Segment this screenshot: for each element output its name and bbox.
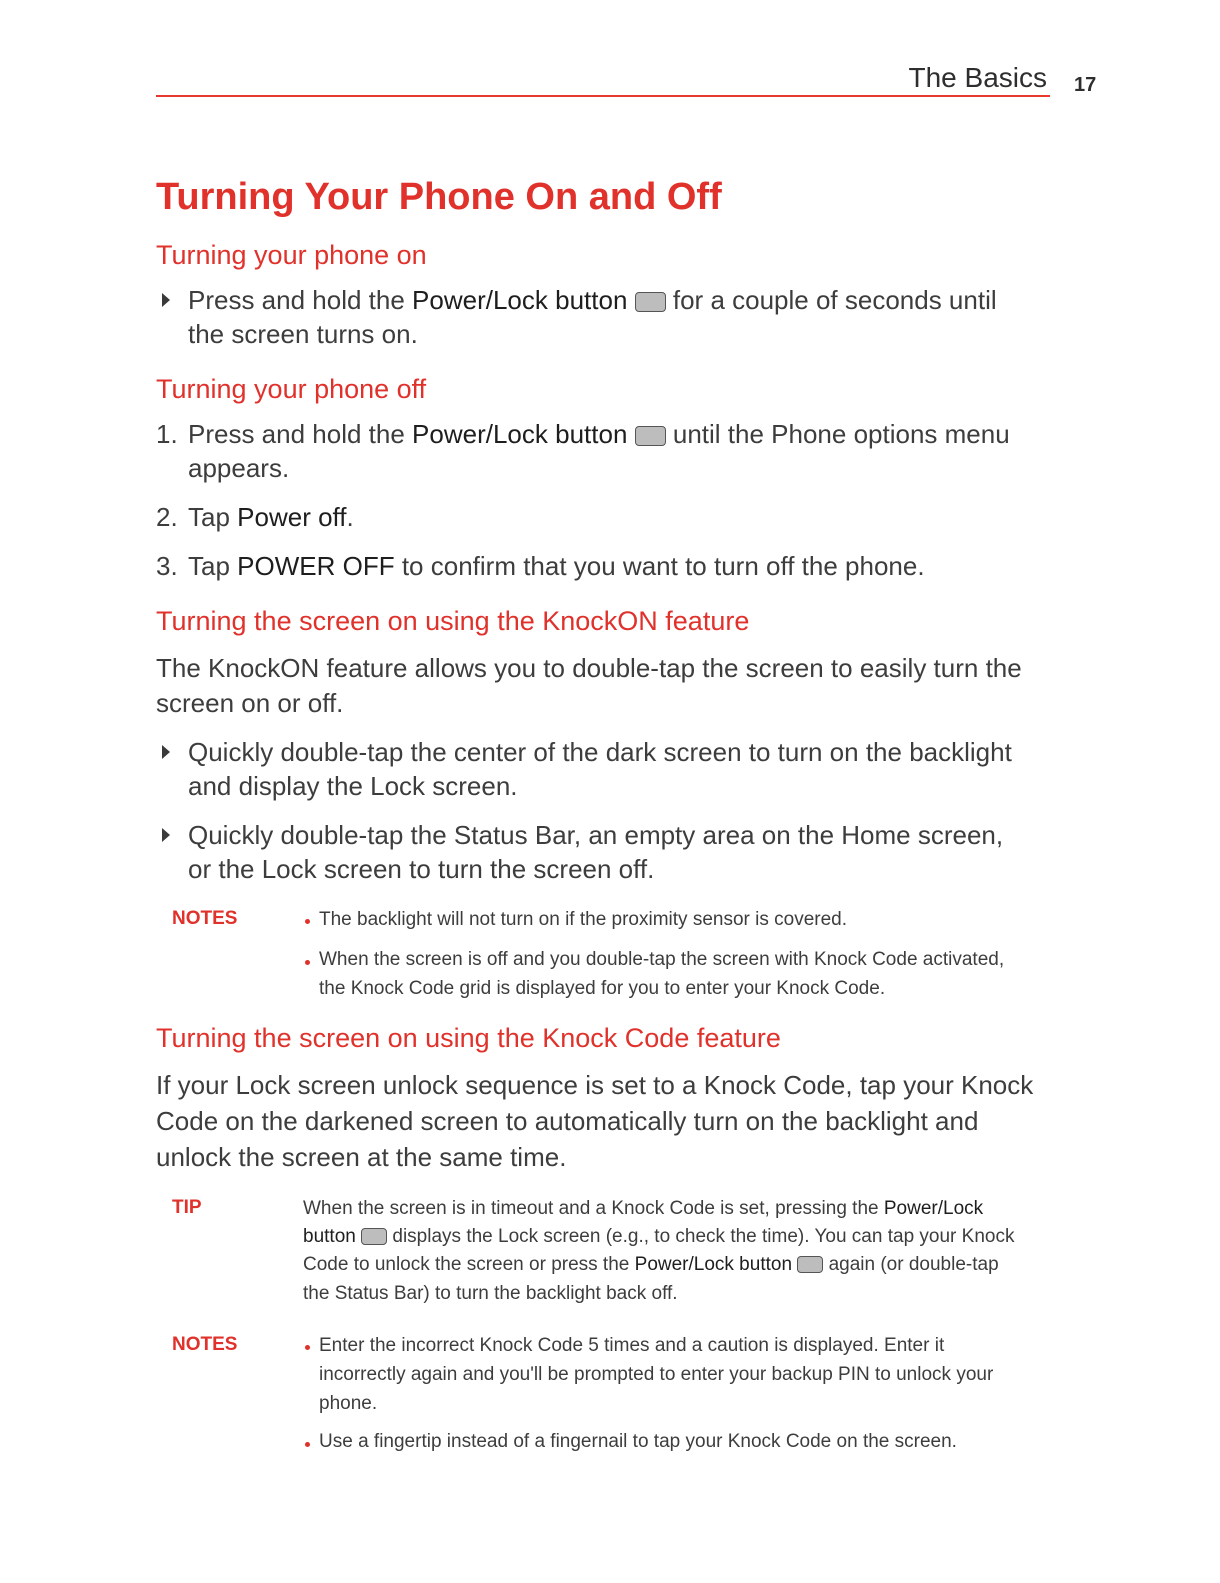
heading-phone-off: Turning your phone off [156, 374, 427, 404]
tip-text-line2: button displays the Lock screen (e.g., to check the time). You can tap your Knock [303, 1226, 1015, 1247]
note-text-line2: incorrectly again and you'll be prompted to enter your backup PIN to unlock your [319, 1364, 994, 1385]
note-text: When the screen is off and you double-tap the screen with Knock Code activated, [319, 949, 1005, 970]
knockon-bullet-2: Quickly double-tap the Status Bar, an empty area on the Home screen, [188, 820, 1004, 850]
page-title: Turning Your Phone On and Off [156, 176, 722, 218]
tip-label: TIP [172, 1197, 202, 1218]
knockcode-intro-line1: If your Lock screen unlock sequence is set to a Knock Code, tap your Knock [156, 1070, 1034, 1100]
knockcode-intro-line2: Code on the darkened screen to automatically turn on the backlight and [156, 1106, 979, 1136]
bullet-arrow-icon [162, 293, 170, 307]
tip-text-line4: the Status Bar) to turn the backlight back off. [303, 1283, 678, 1304]
power-off-confirm-label: POWER OFF [237, 551, 395, 581]
note-text: The backlight will not turn on if the proximity sensor is covered. [319, 909, 848, 930]
power-lock-button-icon [361, 1228, 387, 1245]
step-number: 2. [156, 502, 178, 532]
step-2-text: Tap Power off. [188, 502, 354, 532]
phone-on-text: Press and hold the Power/Lock button for a couple of seconds until [188, 285, 997, 315]
knockon-bullet-1: Quickly double-tap the center of the dark screen to turn on the backlight [188, 737, 1012, 767]
header-rule [156, 95, 1050, 97]
note-bullet [305, 919, 310, 924]
tip-text-line3: Code to unlock the screen or press the Power/Lock button again (or double-tap [303, 1254, 999, 1275]
heading-knockon: Turning the screen on using the KnockON feature [156, 606, 750, 636]
heading-phone-on: Turning your phone on [156, 240, 427, 270]
knockcode-intro-line3: unlock the screen at the same time. [156, 1142, 567, 1172]
knockon-bullet-1-line2: and display the Lock screen. [188, 771, 518, 801]
step-number: 1. [156, 419, 178, 449]
note-bullet [305, 960, 310, 965]
section-label: The Basics [908, 62, 1047, 93]
note-bullet [305, 1345, 310, 1350]
power-off-label: Power off [237, 502, 347, 532]
note-text: Enter the incorrect Knock Code 5 times and a caution is displayed. Enter it [319, 1335, 945, 1356]
notes-label: NOTES [172, 908, 238, 929]
note-text-line2: the Knock Code grid is displayed for you to enter your Knock Code. [319, 978, 886, 999]
step-number: 3. [156, 551, 178, 581]
tip-text-line1: When the screen is in timeout and a Knock Code is set, pressing the Power/Lock [303, 1198, 984, 1219]
notes-label: NOTES [172, 1334, 238, 1355]
power-lock-button-icon [797, 1256, 823, 1273]
bullet-arrow-icon [162, 745, 170, 759]
power-lock-button-label: Power/Lock button [412, 419, 628, 449]
note-text: Use a fingertip instead of a fingernail to tap your Knock Code on the screen. [319, 1431, 957, 1452]
page-number: 17 [1074, 74, 1097, 96]
power-lock-button-icon [635, 292, 666, 312]
power-lock-button-icon [635, 426, 666, 446]
note-bullet [305, 1442, 310, 1447]
step-1-text-line2: appears. [188, 453, 290, 483]
power-lock-button-label: Power/Lock button [412, 285, 628, 315]
knockon-bullet-2-line2: or the Lock screen to turn the screen off. [188, 854, 655, 884]
step-3-text: Tap POWER OFF to confirm that you want to turn off the phone. [188, 551, 925, 581]
note-text-line3: phone. [319, 1393, 378, 1414]
heading-knock-code: Turning the screen on using the Knock Code feature [156, 1023, 781, 1053]
knockon-intro-line2: screen on or off. [156, 688, 344, 718]
bullet-arrow-icon [162, 828, 170, 842]
knockon-intro-line1: The KnockON feature allows you to double-tap the screen to easily turn the [156, 653, 1022, 683]
step-1-text: Press and hold the Power/Lock button until the Phone options menu [188, 419, 1010, 449]
phone-on-text-line2: the screen turns on. [188, 319, 418, 349]
